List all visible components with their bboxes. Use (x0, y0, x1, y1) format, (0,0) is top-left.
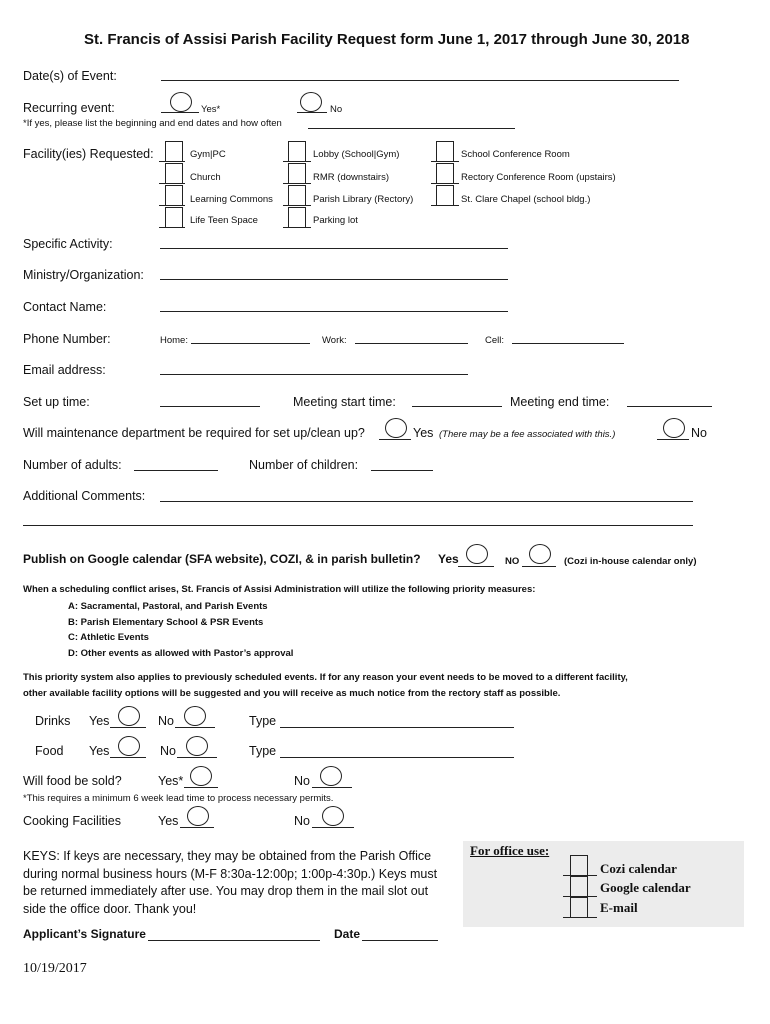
facility-checkbox-line (431, 183, 459, 184)
facilities-label: Facility(ies) Requested: (23, 147, 154, 161)
signature-date-field[interactable] (362, 940, 438, 941)
facility-checkbox-line (159, 205, 185, 206)
food-type-field[interactable] (280, 757, 514, 758)
publish-no-label: NO (505, 556, 520, 567)
facility-checkbox[interactable] (165, 163, 183, 183)
food-yes-line (110, 757, 146, 758)
facility-life-teen-space: Life Teen Space (190, 215, 258, 226)
maintenance-fee-note: (There may be a fee associated with this.) (439, 429, 616, 440)
cooking-no-label: No (294, 814, 310, 828)
facility-school-conference-room: School Conference Room (461, 149, 570, 160)
drinks-no-line (175, 727, 215, 728)
work-phone-field[interactable] (355, 343, 468, 344)
recurring-yes-circle[interactable] (170, 92, 192, 112)
comments-field[interactable] (160, 501, 693, 502)
maintenance-yes-label: Yes (413, 426, 434, 440)
food-yes-circle[interactable] (118, 736, 140, 756)
facility-checkbox[interactable] (436, 163, 454, 183)
comments-label: Additional Comments: (23, 489, 146, 503)
meeting-start-label: Meeting start time: (293, 395, 396, 409)
food-sold-no-circle[interactable] (320, 766, 342, 786)
drinks-yes-circle[interactable] (118, 706, 140, 726)
priority-item: A: Sacramental, Pastoral, and Parish Events (68, 601, 268, 612)
recurring-yes-label: Yes* (201, 104, 221, 115)
ministry-label: Ministry/Organization: (23, 268, 144, 282)
work-label: Work: (322, 335, 347, 346)
facility-parish-library: Parish Library (Rectory) (313, 194, 414, 205)
meeting-end-field[interactable] (627, 406, 712, 407)
priority-item: B: Parish Elementary School & PSR Events (68, 617, 264, 628)
food-sold-no-line (312, 787, 352, 788)
facility-checkbox[interactable] (165, 185, 183, 205)
facility-learning-commons: Learning Commons (190, 194, 273, 205)
facility-checkbox[interactable] (436, 185, 454, 205)
office-google-calendar: Google calendar (600, 880, 691, 895)
adults-field[interactable] (134, 470, 218, 471)
facility-lobby: Lobby (School|Gym) (313, 149, 400, 160)
recurring-note: *If yes, please list the beginning and end dates and how often (23, 118, 282, 129)
facility-checkbox-line (431, 161, 459, 162)
cooking-label: Cooking Facilities (23, 814, 121, 828)
facility-checkbox-line (283, 183, 311, 184)
dates-field[interactable] (161, 80, 679, 81)
recurring-often-field[interactable] (308, 128, 515, 129)
facility-checkbox-line (283, 205, 311, 206)
maintenance-yes-line (379, 439, 411, 440)
email-label: Email address: (23, 363, 106, 377)
meeting-end-label: Meeting end time: (510, 395, 610, 409)
facility-checkbox-line (159, 161, 185, 162)
meeting-start-field[interactable] (412, 406, 502, 407)
maintenance-question: Will maintenance department be required for set up/clean up? (23, 426, 365, 440)
setup-time-field[interactable] (160, 406, 260, 407)
facility-checkbox[interactable] (288, 141, 306, 161)
email-field[interactable] (160, 374, 468, 375)
publish-yes-label: Yes (438, 552, 459, 566)
priority-intro: When a scheduling conflict arises, St. Francis of Assisi Administration will utilize the following priority measures: (23, 584, 536, 595)
cooking-no-circle[interactable] (322, 806, 344, 826)
facility-checkbox-line (431, 205, 459, 206)
drinks-no-circle[interactable] (184, 706, 206, 726)
office-checkbox[interactable] (570, 876, 588, 896)
food-no-circle[interactable] (186, 736, 208, 756)
priority-item: C: Athletic Events (68, 632, 149, 643)
priority-item: D: Other events as allowed with Pastor’s approval (68, 648, 294, 659)
facility-checkbox[interactable] (288, 207, 306, 227)
publish-no-circle[interactable] (529, 544, 551, 564)
publish-question: Publish on Google calendar (SFA website), COZI, & in parish bulletin? (23, 552, 421, 566)
priority-note-line1: This priority system also applies to previously scheduled events. If for any reason your event needs to be moved to a different facility, (23, 672, 628, 683)
drinks-type-label: Type (249, 714, 277, 728)
cooking-yes-circle[interactable] (187, 806, 209, 826)
signature-label: Applicant’s Signature (23, 927, 146, 941)
setup-label: Set up time: (23, 395, 90, 409)
publish-yes-line (458, 566, 494, 567)
recurring-no-circle[interactable] (300, 92, 322, 112)
food-sold-yes-label: Yes* (158, 774, 184, 788)
facility-church: Church (190, 172, 221, 183)
food-no-label: No (160, 744, 176, 758)
comments-field-line2[interactable] (23, 525, 693, 526)
facility-gym-pc: Gym|PC (190, 149, 226, 160)
cooking-yes-label: Yes (158, 814, 179, 828)
facility-st-clare-chapel: St. Clare Chapel (school bldg.) (461, 194, 591, 205)
publish-note: (Cozi in-house calendar only) (564, 556, 697, 567)
signature-date-label: Date (334, 927, 361, 941)
food-sold-yes-circle[interactable] (190, 766, 212, 786)
home-label: Home: (160, 335, 188, 346)
office-use-title: For office use: (470, 843, 550, 858)
maintenance-no-circle[interactable] (663, 418, 685, 438)
children-label: Number of children: (249, 458, 359, 472)
food-sold-no-label: No (294, 774, 310, 788)
cooking-no-line (312, 827, 354, 828)
permit-note: *This requires a minimum 6 week lead time to process necessary permits. (23, 793, 334, 804)
signature-field[interactable] (148, 940, 320, 941)
food-sold-yes-line (184, 787, 218, 788)
drinks-no-label: No (158, 714, 174, 728)
food-type-label: Type (249, 744, 277, 758)
facility-checkbox[interactable] (165, 207, 183, 227)
recurring-no-line (297, 112, 327, 113)
facility-checkbox[interactable] (436, 141, 454, 161)
food-yes-label: Yes (89, 744, 110, 758)
home-phone-field[interactable] (191, 343, 310, 344)
publish-no-line (522, 566, 556, 567)
maintenance-no-label: No (691, 426, 707, 440)
ministry-field[interactable] (160, 279, 508, 280)
food-no-line (177, 757, 217, 758)
facility-checkbox-line (283, 227, 311, 228)
drinks-yes-label: Yes (89, 714, 110, 728)
dates-label: Date(s) of Event: (23, 69, 117, 83)
footer-date: 10/19/2017 (23, 961, 87, 976)
specific-activity-label: Specific Activity: (23, 237, 113, 251)
office-cozi-calendar: Cozi calendar (600, 861, 677, 876)
phone-label: Phone Number: (23, 332, 111, 346)
office-checkbox-line (563, 917, 597, 918)
drinks-yes-line (110, 727, 146, 728)
recurring-yes-line (161, 112, 199, 113)
facility-checkbox[interactable] (288, 185, 306, 205)
children-field[interactable] (371, 470, 433, 471)
facility-checkbox[interactable] (165, 141, 183, 161)
facility-checkbox-line (283, 161, 311, 162)
keys-text-line4: side the office door. Thank you! (23, 902, 197, 916)
food-sold-label: Will food be sold? (23, 774, 122, 788)
keys-text-line1: KEYS: If keys are necessary, they may be obtained from the Parish Office (23, 849, 432, 863)
page-title: St. Francis of Assisi Parish Facility Request form June 1, 2017 through June 30, 2018 (84, 31, 690, 48)
food-label: Food (35, 744, 64, 758)
office-checkbox[interactable] (570, 897, 588, 917)
publish-yes-circle[interactable] (466, 544, 488, 564)
recurring-label: Recurring event: (23, 101, 115, 115)
keys-text-line2: during normal business hours (M-F 8:30a-12:00p; 1:00p-4:30p.) Keys must (23, 867, 438, 881)
priority-note-line2: other available facility options will be suggested and you will receive as much notice from the rectory staff as possible. (23, 688, 561, 699)
facility-parking-lot: Parking lot (313, 215, 358, 226)
cell-phone-field[interactable] (512, 343, 624, 344)
facility-rmr: RMR (downstairs) (313, 172, 390, 183)
facility-checkbox-line (159, 227, 185, 228)
contact-label: Contact Name: (23, 300, 107, 314)
cell-label: Cell: (485, 335, 505, 346)
maintenance-yes-circle[interactable] (385, 418, 407, 438)
drinks-type-field[interactable] (280, 727, 514, 728)
specific-activity-field[interactable] (160, 248, 508, 249)
drinks-label: Drinks (35, 714, 71, 728)
office-email: E-mail (600, 900, 638, 915)
facility-checkbox[interactable] (288, 163, 306, 183)
recurring-no-label: No (330, 104, 343, 115)
facility-checkbox-line (159, 183, 185, 184)
facility-rectory-conference-room: Rectory Conference Room (upstairs) (461, 172, 616, 183)
contact-field[interactable] (160, 311, 508, 312)
adults-label: Number of adults: (23, 458, 122, 472)
keys-text-line3: be returned immediately after use. You may drop them in the mail slot out (23, 884, 429, 898)
cooking-yes-line (180, 827, 214, 828)
office-checkbox[interactable] (570, 855, 588, 875)
maintenance-no-line (657, 439, 689, 440)
